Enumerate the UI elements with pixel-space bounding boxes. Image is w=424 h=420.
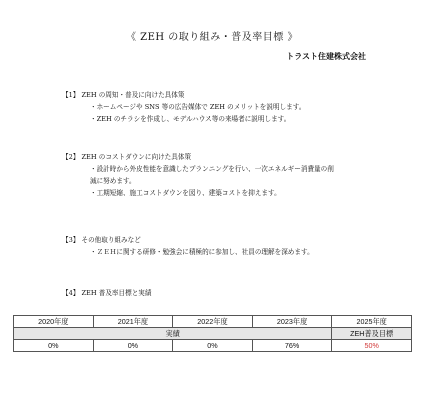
document-title: 《 ZEH の取り組み・普及率目標 》	[125, 32, 298, 43]
actual-label: 実績	[14, 328, 332, 340]
year-header: 2021年度	[93, 316, 173, 328]
year-header: 2025年度	[332, 316, 412, 328]
list-item: ・設計時から外皮性能を意識したプランニングを行い、一次エネルギー消費量の削	[90, 165, 334, 173]
list-item: ・ホームページや SNS 等の広告媒体で ZEH のメリットを説明します。	[90, 103, 306, 111]
zeh-rate-table	[13, 315, 412, 352]
table-row	[14, 340, 412, 352]
value-cell: 76%	[252, 340, 332, 352]
company-name: トラスト住建株式会社	[286, 52, 366, 61]
list-item: ・工期短縮、施工コストダウンを図り、建築コストを抑えます。	[90, 189, 281, 197]
value-cell: 0%	[173, 340, 253, 352]
list-item: ・ZEH のチラシを作成し、モデルハウス等の来場者に説明します。	[90, 115, 291, 123]
year-header: 2020年度	[14, 316, 94, 328]
target-label: ZEH普及目標	[332, 328, 412, 340]
value-cell: 0%	[93, 340, 173, 352]
section-heading: 【3】 その他取り組みなど	[62, 236, 141, 244]
section-targets	[62, 287, 151, 299]
year-header: 2023年度	[252, 316, 332, 328]
section-heading: 【1】 ZEH の周知・普及に向けた具体策	[62, 91, 185, 99]
value-cell: 0%	[14, 340, 94, 352]
year-header: 2022年度	[173, 316, 253, 328]
section-other-efforts	[62, 234, 314, 258]
section-heading: 【4】 ZEH 普及率目標と実績	[62, 289, 152, 297]
table-header-row	[14, 316, 412, 328]
section-zeh-promotion	[62, 89, 305, 125]
section-cost-down	[62, 151, 334, 199]
table-subheader-row	[14, 328, 412, 340]
section-heading: 【2】 ZEH のコストダウンに向けた具体策	[62, 153, 192, 161]
list-item: ・ＺＥＨに関する研修・勉強会に積極的に参加し、社員の理解を深めます。	[90, 248, 314, 256]
list-item-continuation: 減に努めます。	[90, 177, 136, 185]
target-value-cell: 50%	[332, 340, 412, 352]
